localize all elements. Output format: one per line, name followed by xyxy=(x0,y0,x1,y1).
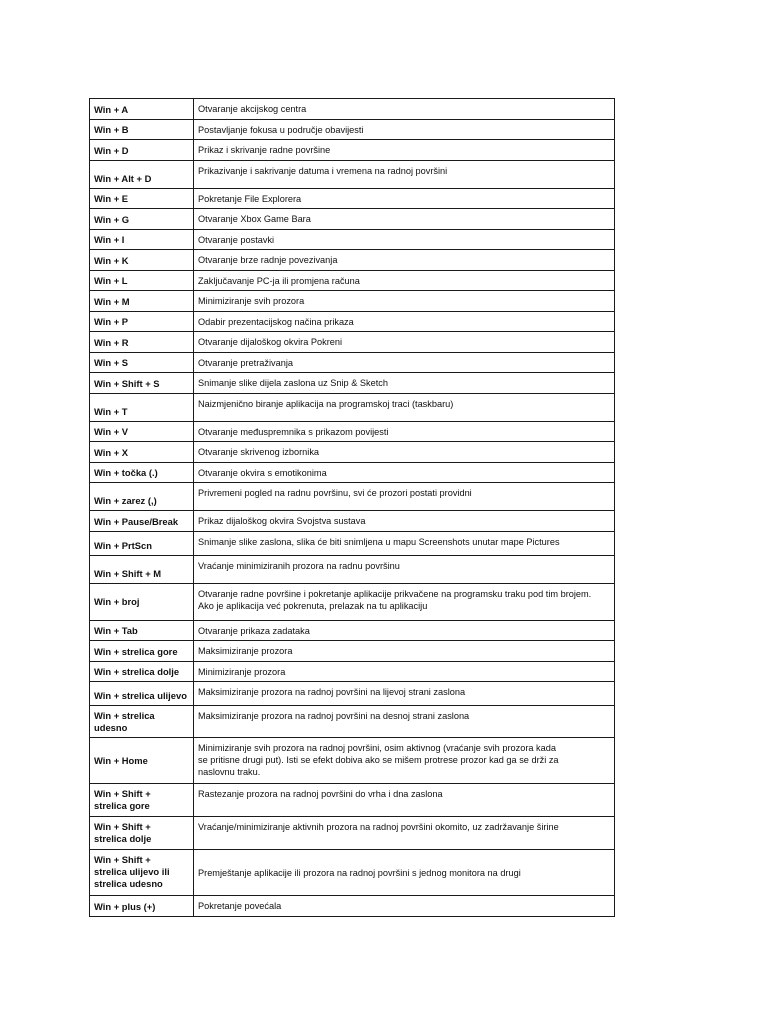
shortcut-description: Pokretanje File Explorera xyxy=(194,188,615,209)
shortcut-key: Win + L xyxy=(90,270,194,291)
shortcut-description: Otvaranje akcijskog centra xyxy=(194,99,615,120)
shortcut-key: Win + M xyxy=(90,291,194,312)
table-row xyxy=(90,511,615,532)
shortcut-key: Win + strelica udesno xyxy=(90,706,194,738)
table-row xyxy=(90,462,615,483)
shortcut-description: Otvaranje dijaloškog okvira Pokreni xyxy=(194,332,615,353)
table-row xyxy=(90,119,615,140)
shortcut-description: Odabir prezentacijskog načina prikaza xyxy=(194,311,615,332)
table-row xyxy=(90,291,615,312)
shortcut-key: Win + strelica dolje xyxy=(90,661,194,682)
shortcut-description: Prikaz dijaloškog okvira Svojstva sustava xyxy=(194,511,615,532)
shortcut-description: Otvaranje postavki xyxy=(194,229,615,250)
shortcut-key: Win + K xyxy=(90,250,194,271)
table-row xyxy=(90,555,615,583)
table-row xyxy=(90,850,615,896)
shortcut-key: Win + D xyxy=(90,140,194,161)
shortcut-description: Pokretanje povećala xyxy=(194,896,615,917)
table-row xyxy=(90,661,615,682)
shortcut-description: Prikazivanje i sakrivanje datuma i vremena na radnoj površini xyxy=(194,160,615,188)
shortcut-key: Win + V xyxy=(90,421,194,442)
table-row xyxy=(90,620,615,641)
table-row xyxy=(90,817,615,850)
shortcut-description: Otvaranje radne površine i pokretanje aplikacije prikvačene na programsku traku pod tim brojem. Ako je aplikacija već pokrenuta, prelazak na tu aplikaciju xyxy=(194,583,615,620)
table-row xyxy=(90,209,615,230)
shortcut-description: Zaključavanje PC-ja ili promjena računa xyxy=(194,270,615,291)
table-row xyxy=(90,311,615,332)
shortcut-description: Otvaranje skrivenog izbornika xyxy=(194,442,615,463)
shortcut-key: Win + točka (.) xyxy=(90,462,194,483)
shortcut-description: Otvaranje Xbox Game Bara xyxy=(194,209,615,230)
table-row xyxy=(90,373,615,394)
shortcut-key: Win + Home xyxy=(90,738,194,784)
shortcut-description: Vraćanje minimiziranih prozora na radnu površinu xyxy=(194,555,615,583)
shortcut-key: Win + X xyxy=(90,442,194,463)
shortcut-description: Rastezanje prozora na radnoj površini do vrha i dna zaslona xyxy=(194,784,615,817)
table-row xyxy=(90,641,615,662)
shortcut-description: Otvaranje pretraživanja xyxy=(194,352,615,373)
table-row xyxy=(90,250,615,271)
shortcut-key: Win + I xyxy=(90,229,194,250)
shortcut-table-container xyxy=(89,98,614,917)
table-row xyxy=(90,270,615,291)
shortcut-description: Snimanje slike zaslona, slika će biti snimljena u mapu Screenshots unutar mape Pictures xyxy=(194,531,615,555)
table-row xyxy=(90,784,615,817)
shortcut-description: Postavljanje fokusa u područje obavijesti xyxy=(194,119,615,140)
table-row xyxy=(90,682,615,706)
shortcut-key: Win + Shift + M xyxy=(90,555,194,583)
shortcut-key: Win + Alt + D xyxy=(90,160,194,188)
table-row xyxy=(90,421,615,442)
shortcut-key: Win + Shift + S xyxy=(90,373,194,394)
shortcut-description: Otvaranje međuspremnika s prikazom povijesti xyxy=(194,421,615,442)
table-row xyxy=(90,160,615,188)
table-row xyxy=(90,483,615,511)
table-row xyxy=(90,442,615,463)
shortcut-description: Snimanje slike dijela zaslona uz Snip & Sketch xyxy=(194,373,615,394)
shortcut-table xyxy=(89,98,615,917)
table-row xyxy=(90,229,615,250)
shortcut-key: Win + Tab xyxy=(90,620,194,641)
shortcut-key: Win + PrtScn xyxy=(90,531,194,555)
shortcut-description: Privremeni pogled na radnu površinu, svi će prozori postati providni xyxy=(194,483,615,511)
shortcut-key: Win + G xyxy=(90,209,194,230)
table-row xyxy=(90,583,615,620)
shortcut-key: Win + Shift + strelica ulijevo ili strelica udesno xyxy=(90,850,194,896)
shortcut-key: Win + strelica gore xyxy=(90,641,194,662)
shortcut-key: Win + A xyxy=(90,99,194,120)
shortcut-key: Win + plus (+) xyxy=(90,896,194,917)
shortcut-description: Otvaranje prikaza zadataka xyxy=(194,620,615,641)
shortcut-description: Prikaz i skrivanje radne površine xyxy=(194,140,615,161)
shortcut-key: Win + T xyxy=(90,393,194,421)
shortcut-description: Otvaranje brze radnje povezivanja xyxy=(194,250,615,271)
shortcut-description: Premještanje aplikacije ili prozora na radnoj površini s jednog monitora na drugi xyxy=(194,850,615,896)
shortcut-key: Win + Shift + strelica gore xyxy=(90,784,194,817)
table-row xyxy=(90,706,615,738)
table-row xyxy=(90,140,615,161)
shortcut-key: Win + R xyxy=(90,332,194,353)
shortcut-key: Win + P xyxy=(90,311,194,332)
table-row xyxy=(90,531,615,555)
shortcut-description: Minimiziranje svih prozora na radnoj površini, osim aktivnog (vraćanje svih prozora kada se pritisne drugi put). Isti se efekt dobiva ako se mišem protrese prozor kad ga se drži za naslovnu traku. xyxy=(194,738,615,784)
shortcut-key: Win + broj xyxy=(90,583,194,620)
table-row xyxy=(90,188,615,209)
shortcut-key: Win + Pause/Break xyxy=(90,511,194,532)
shortcut-key: Win + B xyxy=(90,119,194,140)
shortcut-description: Minimiziranje prozora xyxy=(194,661,615,682)
table-row xyxy=(90,896,615,917)
shortcut-description: Minimiziranje svih prozora xyxy=(194,291,615,312)
shortcut-key: Win + S xyxy=(90,352,194,373)
shortcut-description: Maksimiziranje prozora na radnoj površini na lijevoj strani zaslona xyxy=(194,682,615,706)
shortcut-key: Win + Shift + strelica dolje xyxy=(90,817,194,850)
table-row xyxy=(90,99,615,120)
shortcut-description: Otvaranje okvira s emotikonima xyxy=(194,462,615,483)
shortcut-description: Vraćanje/minimiziranje aktivnih prozora na radnoj površini okomito, uz zadržavanje širine xyxy=(194,817,615,850)
shortcut-table-body xyxy=(90,99,615,917)
shortcut-description: Naizmjenično biranje aplikacija na programskoj traci (taskbaru) xyxy=(194,393,615,421)
table-row xyxy=(90,332,615,353)
shortcut-key: Win + E xyxy=(90,188,194,209)
table-row xyxy=(90,738,615,784)
shortcut-description: Maksimiziranje prozora xyxy=(194,641,615,662)
table-row xyxy=(90,393,615,421)
shortcut-key: Win + zarez (,) xyxy=(90,483,194,511)
table-row xyxy=(90,352,615,373)
shortcut-description: Maksimiziranje prozora na radnoj površini na desnoj strani zaslona xyxy=(194,706,615,738)
shortcut-key: Win + strelica ulijevo xyxy=(90,682,194,706)
